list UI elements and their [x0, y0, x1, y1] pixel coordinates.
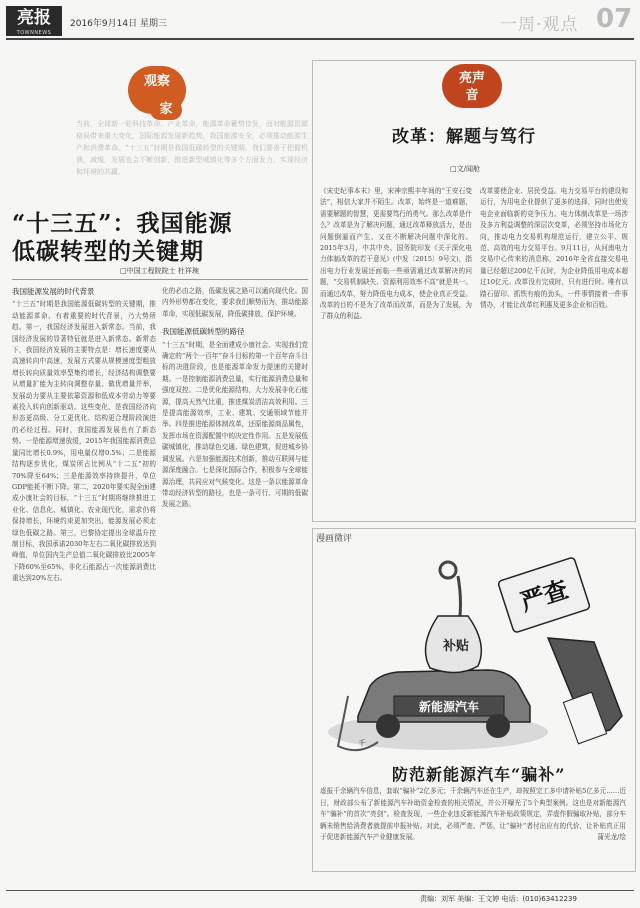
badge-text-2: 音 [465, 88, 479, 103]
headline-line-1: “十三五”：我国能源 [12, 210, 233, 237]
article-byline: □中国工程院院士 杜祥琬 [120, 267, 199, 275]
section-heading: 我国能源发展的时代背景 [12, 287, 95, 296]
sign-text: 严查 [517, 575, 572, 617]
article-body-text: 化的必由之路，低碳发展之路可以通向现代化。国内外形势都在变化，要求我们顺势而为，推动能源革命，实现低碳发展，降低碳排放，保护环境。 [162, 287, 308, 318]
badge-text: 观察 [143, 74, 170, 89]
article-headline [12, 210, 312, 266]
opinion-column-2: 改革要使企业、居民受益。电力交易平台的建设和运行，为用电企业提供了更多的选择，同时也使发电企业面临新的竞争压力。电力体制改革是一场涉及多方利益调整的深层次变革，必须坚持市场化方向，推动电力交易机构规范运行，建立公平、规范、高效的电力交易平台。9月11日，从河南电力交易中心传来的消息称，2016年全省直接交易电量已经超过200亿千瓦时，为企业降低用电成本超过10亿元。改革没有完成时，只有进行时。唯有以踏石留印、抓铁有痕的劲头，一件事情接着一件事情办，才能让改革红利惠及更多企业和百姓。 [480, 187, 628, 310]
column-badge-voice [442, 64, 502, 108]
publication-date: 2016年9月14日 星期三 [70, 19, 167, 29]
article-column-1 [12, 286, 156, 882]
cartoon-author: 蒲光龙/绘 [597, 833, 626, 841]
cartoon-commentary [320, 786, 626, 868]
masthead-logo: 亮报 [6, 6, 62, 36]
opinion-byline: □文/闻舱 [450, 165, 480, 173]
cartoon-label: 漫画微评 [316, 534, 353, 544]
badge-text: 亮声 [458, 71, 485, 86]
article-body-text: “十三五”时期是我国能源低碳转型的关键期，推动能源革命、有着重要的时代背景，乃大势所趋。第一，我国经济发展进入新常态。当前，我国经济发展的显著特征就是进入新常态。新常态下，我国经济发展的主要特点是：增长速度要从高速转向中高速，发展方式要从规模速度型粗放增长转向质量效率型集约增长，经济结构调整要从增量扩能为主转向调整存量、做优增量并举，发展动力要从主要依靠资源和低成本劳动力等要素投入转向创新驱动。这些变化，是我国经济向形态更高级、分工更优化、结构更合理阶段演进的必经过程。同时，我国能源发展也有了新态势。一是能源增速放缓，2015年我国能源消费总量同比增长0.9%，用电量仅增0.5%；二是能源结构逐步优化，煤炭所占比例从“十二五”初的70%降至64%；三是能源效率持续提升，单位GDP能耗不断下降。第二，2020年要实现全面建成小康社会的目标，“十三五”时期将继续推进工业化、信息化、城镇化、农业现代化，需求仍将保持增长，环境约束更加突出，能源发展必须走绿色低碳之路。第三，巴黎协定提出全球温升控制目标，我国承诺2030年左右二氧化碳排放达到峰值，单位国内生产总值二氧化碳排放比2005年下降60%至65%，非化石能源占一次能源消费比重达到20%左右。 [12, 300, 156, 583]
opinion-column-1: 《宋史纪事本末》里，宋神宗熙丰年间的“王安石变法”，相信大家并不陌生。改革，始终是一道难题，需要解题的智慧，更需要笃行的勇气。那么改革是什么？改革是为了解决问题，通过改革释放活力，是由问题倒逼而产生、又在不断解决问题中深化的。2015年3月，中共中央、国务院印发《关于深化电力体制改革的若干意见》(中发〔2015〕9号文)，指出电力行业发展还面临一些亟需通过改革解决的问题，“交易机制缺失、资源利用效率不高”就是其一。而通过改革，努力降低电力成本，使企业真正受益。改革的目的不是为了改革而改革，而是为了发展，为了群众的利益。 [320, 187, 472, 321]
cartoon-illustration [318, 546, 628, 762]
masthead-logo-sub: TOWNNEWS [16, 30, 52, 36]
article-body-text: “十三五”时期，是全面建成小康社会、实现我们党确定的“两个一百年”奋斗目标的第一个百年奋斗目标的决胜阶段，也是能源革命发力提速的关键时期。一是控制能源消费总量，实行能源消费总量和强度双控。二是优化能源结构，大力发展非化石能源，提高天然气比重，推进煤炭清洁高效利用。三是提高能源效率，工业、建筑、交通领域节能并举。四是推进能源体制改革，还原能源商品属性，发挥市场在资源配置中的决定性作用。五是发展低碳城镇化，推动绿色交通、绿色建筑，促进城乡协调发展。六是加强能源技术创新，推动互联网与能源深度融合。七是深化国际合作，积极参与全球能源治理，共同应对气候变化。这是一条以能源革命带动经济转型的路径，也是一条可行、可期的低碳发展之路。 [162, 340, 308, 509]
cartoon-title: 防范新能源汽车“骗补” [392, 765, 566, 784]
byline-divider [12, 279, 308, 280]
section-heading: 我国能源低碳转型的路径 [162, 327, 245, 337]
opinion-title: 改革：解题与笃行 [392, 127, 536, 147]
column-badge-observer-sub: 家 [150, 100, 182, 120]
page-number: 07 [596, 4, 633, 34]
car-label: 新能源汽车 [418, 700, 480, 714]
section-name: 一周·观点 [500, 15, 579, 35]
wheel [486, 714, 510, 738]
wheel [376, 714, 400, 738]
article-lead: 当前，全球新一轮科技革命、产业革命，能源革命蓄势待发，而对能源资源格局带来重大变化，国际能源发展新趋势，我国能源安全、必须推动能源生产和消费革命。“十三五”时期是我国低碳转型的关键期，我们要善于把握机遇，减缓，发展也会不断创新，推进新型城镇化等多个方面发力，实现经济和环境的共赢。 [76, 120, 308, 176]
footer-credits: 责编：刘军 美编：王文婷 电话：(010)63412239 [420, 895, 577, 903]
cartoon-body-text: 虚报千余辆汽车信息，套取“骗补”2亿多元；千余辆汽车还在生产，却按照完工多申请补贴5亿多元……近日，财政部公布了新能源汽车补助资金检查的相关情况，并公开曝光了5个典型案例。这也是对新能源汽车“骗补”的首次“亮剑”。检查发现，一些企业违反新能源汽车补贴政策规定，弄虚作假骗取补贴，部分车辆未销售给消费者就提前申报补贴。对此，必须严查、严惩，让“骗补”者付出应有的代价，让补贴真正用于促进新能源汽车产业健康发展。 [320, 787, 626, 841]
header-rule [6, 38, 634, 40]
footer-rule [6, 890, 634, 891]
headline-line-2: 低碳转型的关键期 [12, 238, 204, 265]
article-column-2 [162, 286, 308, 882]
ground-text: 千 [358, 739, 366, 748]
money-bag-graphic [426, 616, 482, 673]
bag-label: 补贴 [442, 639, 470, 654]
